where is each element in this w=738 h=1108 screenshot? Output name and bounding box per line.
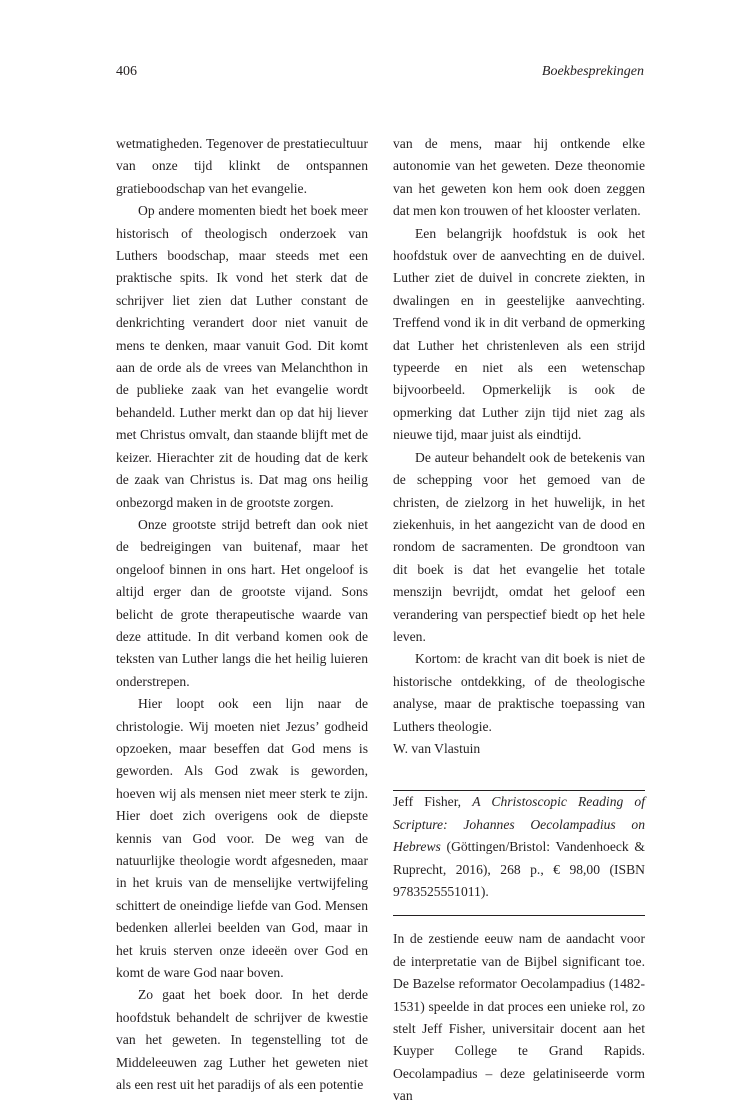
page-number: 406	[116, 64, 137, 79]
paragraph: Kortom: de kracht van dit boek is niet de historische ontdekking, of de theologische analyse, maar de praktische toepassing van Luthers theologie.	[393, 651, 645, 734]
paragraph: van de mens, maar hij ontkende elke autonomie van het geweten. Deze theonomie van het geweten kon hem ook doen zeggen dat men kon trouwen of het klooster verlaten.	[393, 136, 645, 219]
paragraph: Hier loopt ook een lijn naar de christologie. Wij moeten niet Jezus’ godheid opzoeken, maar beseffen dat God mens is geworden. Als God zwak is geworden, hoeven wij als mensen niet meer sterk te zijn. Hier doet zich overigens ook de diepste kennis van God voor. De weg van de natuurlijke theologie wordt afgesneden, maar in het kruis van de menselijke vertwijfeling schittert de oneindige liefde van God. Mensen bedenken allerlei beelden van God, maar in het kruis sterven onze ideeën over God en komt de ware God naar boven.	[116, 696, 368, 981]
paragraph: Op andere momenten biedt het boek meer historisch of theologisch onderzoek van Luthers boodschap, maar steeds met een praktische spits. Ik vond het sterk dat de schrijver liet zien dat Luther constant de denkrichting verandert door niet vanuit de mens te denken, maar vanuit God. Dit komt aan de orde als de vrees van Melanchthon in de publieke zaak van het evangelie wordt behandeld. Luther merkt dan op dat hij liever met Christus omvalt, dan staande blijft met de keizer. Hierachter zit de houding dat de kerk de zaak van Christus is. Dat mag ons heilig onbezorgd maken in de grootste zorgen.	[116, 203, 368, 510]
running-title: Boekbesprekingen	[541, 64, 644, 79]
book-info	[393, 791, 645, 903]
book-author: Jeff Fisher,	[393, 794, 473, 810]
paragraph: Onze grootste strijd betreft dan ook niet de bedreigingen van buitenaf, maar het ongeloof binnen in ons hart. Het ongeloof is altijd erger dan de grootste vijand. Sons belicht de grote therapeutische waarde van deze attitude. In dit verband komen ook de teksten van Luther langs die het heilig luieren onderstrepen.	[116, 516, 368, 689]
reviewer-signature: W. van Vlastuin	[393, 740, 481, 756]
left-column	[116, 133, 368, 1096]
review-paragraph: In de zestiende eeuw nam de aandacht voor de interpretatie van de Bijbel significant toe. De Bazelse reformator Oecolampadius (1482-1531) speelde in dat proces een unieke rol, zo stelt Jeff Fisher, universitair docent aan het Kuyper College te Grand Rapids. Oecolampadius – deze gelatiniseerde vorm van	[393, 931, 645, 1104]
paragraph: De auteur behandelt ook de betekenis van de schepping voor het gemoed van de christen, de zielzorg in het huwelijk, in het ziekenhuis, in het aangezicht van de dood en rondom de sacramenten. De grondtoon van dit boek is dat het evangelie het totale menszijn bevrijdt, omdat het geloof een verandering van perspectief biedt op het hele leven.	[393, 449, 645, 644]
book-details: (Göttingen/Bristol: Vandenhoeck & Ruprecht, 2016), 268 p., € 98,00 (ISBN 9783525551011).	[393, 839, 645, 899]
paragraph: Zo gaat het boek door. In het derde hoofdstuk behandelt de schrijver de kwestie van het geweten. In tegenstelling tot de Middeleeuwen zag Luther het geweten niet als een rest uit het paradijs of als een potentie	[116, 987, 368, 1093]
paragraph: Een belangrijk hoofdstuk is ook het hoofdstuk over de aanvechting en de duivel. Luther ziet de duivel in concrete ziekten, in dwalingen en in geestelijke aanvechting. Treffend vond ik in dit verband de opmerking dat Luther het christenleven als een strijd typeerde en niet als een wetenschap bijvoorbeeld. Opmerkelijk is ook de opmerking dat Luther zijn tijd niet zag als nieuwe tijd, maar juist als eindtijd.	[393, 225, 645, 443]
paragraph: wetmatigheden. Tegenover de prestatiecultuur van onze tijd klinkt de ontspannen gratieboodschap van het evangelie.	[116, 136, 368, 196]
book-title: A Christoscopic Reading of Scripture: Johannes Oecolampadius on Hebrews	[393, 794, 645, 855]
right-column	[393, 133, 645, 1108]
divider	[393, 915, 645, 916]
